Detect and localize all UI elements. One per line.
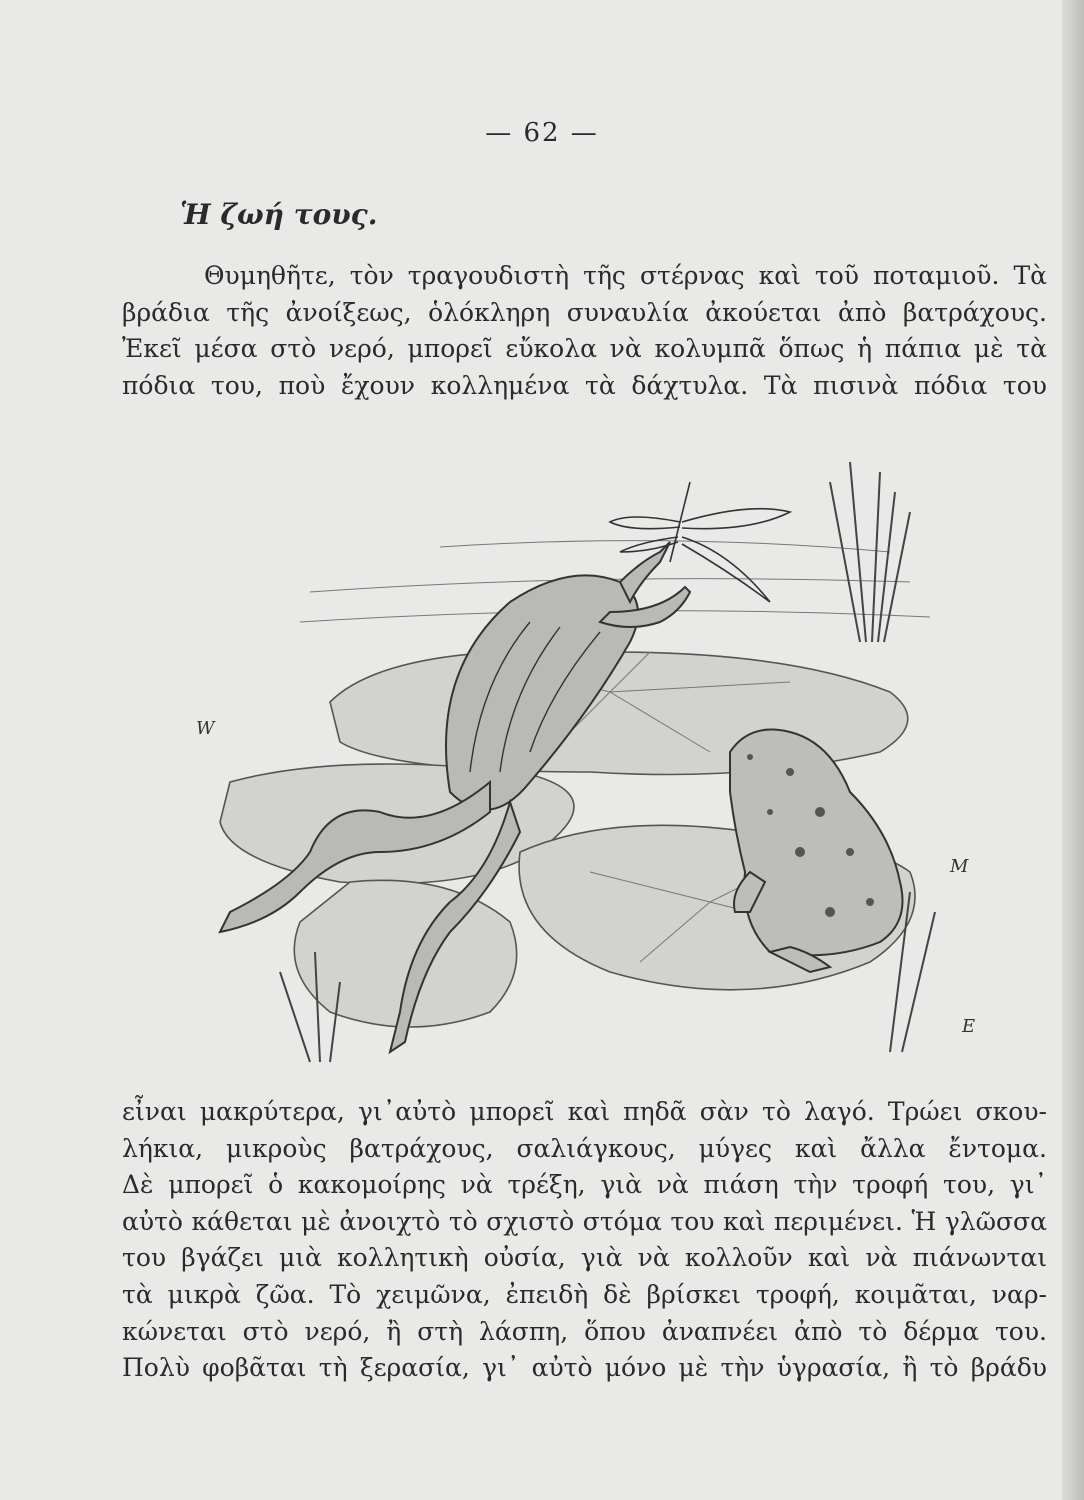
- page-number: — 62 —: [485, 118, 599, 148]
- section-heading: Ἡ ζωή τους.: [180, 198, 378, 231]
- paragraph-line: Δὲ μπορεῖ ὁ κακομοίρης νὰ τρέξη, γιὰ νὰ πιάση τὴν τροφή του, γι᾽: [122, 1170, 1047, 1200]
- paragraph-line: του βγάζει μιὰ κολλητικὴ οὐσία, γιὰ νὰ κολλοῦν καὶ νὰ πιάνωνται: [122, 1243, 1047, 1273]
- paragraph-line: εἶναι μακρύτερα, γι᾽αὐτὸ μπορεῖ καὶ πηδᾶ σὰν τὸ λαγό. Τρώει σκου-: [122, 1097, 1047, 1126]
- page-edge: [1062, 0, 1084, 1500]
- frog-illustration: [190, 452, 990, 1068]
- paragraph-line: βράδια τῆς ἀνοίξεως, ὁλόκληρη συναυλία ἀκούεται ἀπὸ βατράχους.: [122, 297, 1047, 327]
- paragraph-line: Πολὺ φοβᾶται τὴ ξερασία, γι᾽ αὐτὸ μόνο μὲ τὴν ὑγρασία, ἢ τὸ βράδυ: [122, 1353, 1047, 1383]
- plate-letter-m: M: [950, 856, 969, 877]
- paragraph-1: [122, 258, 1047, 404]
- paragraph-line: αὐτὸ κάθεται μὲ ἀνοιχτὸ τὸ σχιστὸ στόμα του καὶ περιμένει. Ἡ γλῶσσα: [122, 1206, 1047, 1236]
- paragraph-2: [122, 1094, 1047, 1387]
- paragraph-line: πόδια του, ποὺ ἔχουν κολλημένα τὰ δάχτυλα. Τὰ πισινὰ πόδια του: [122, 370, 1047, 400]
- paragraph-line: Ἐκεῖ μέσα στὸ νερό, μπορεῖ εὔκολα νὰ κολυμπᾶ ὅπως ἡ πάπια μὲ τὰ: [122, 334, 1047, 364]
- paragraph-line: τὰ μικρὰ ζῶα. Τὸ χειμῶνα, ἐπειδὴ δὲ βρίσκει τροφή, κοιμᾶται, ναρ-: [122, 1279, 1047, 1309]
- paragraph-line: λήκια, μικροὺς βατράχους, σαλιάγκους, μύγες καὶ ἄλλα ἔντομα.: [122, 1133, 1047, 1163]
- plate-letter-e: Ε: [962, 1016, 976, 1037]
- paragraph-line: Θυμηθῆτε, τὸν τραγουδιστὴ τῆς στέρνας καὶ τοῦ ποταμιοῦ. Τὰ: [204, 261, 1047, 290]
- plate-letter-w: W: [196, 718, 215, 739]
- paragraph-line: κώνεται στὸ νερό, ἢ στὴ λάσπη, ὅπου ἀναπνέει ἀπὸ τὸ δέρμα του.: [122, 1316, 1047, 1346]
